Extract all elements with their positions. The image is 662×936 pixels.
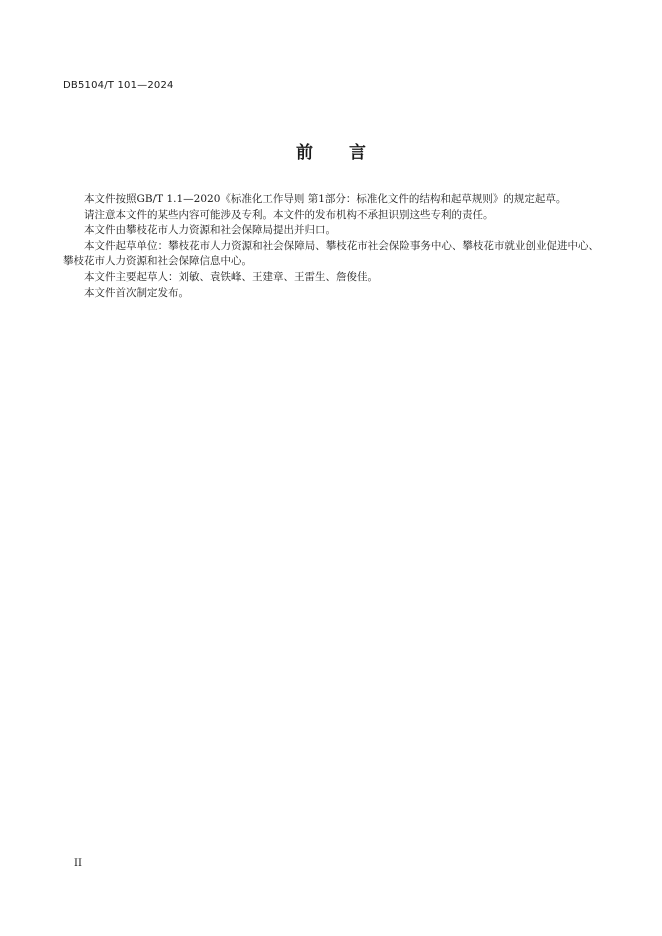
paragraph-first-release: 本文件首次制定发布。 — [84, 286, 189, 299]
paragraph-proposer: 本文件由攀枝花市人力资源和社会保障局提出并归口。 — [84, 224, 336, 237]
foreword-body — [63, 192, 599, 301]
document-code: DB5104/T 101—2024 — [63, 80, 174, 91]
paragraph-drafting-rules: 本文件按照GB/T 1.1—2020《标准化工作导则 第1部分：标准化文件的结构和起草规则》的规定起草。 — [84, 193, 567, 205]
page-title: 前言 — [296, 143, 402, 163]
paragraph-patent-notice: 请注意本文件的某些内容可能涉及专利。本文件的发布机构不承担识别这些专利的责任。 — [84, 208, 494, 221]
paragraph-drafting-units: 本文件起草单位：攀枝花市人力资源和社会保障局、攀枝花市社会保险事务中心、攀枝花市就业创业促进中心、攀枝花市人力资源和社会保障信息中心。 — [63, 239, 599, 268]
paragraph-drafters: 本文件主要起草人：刘敏、袁铁峰、王建章、王雷生、詹俊佳。 — [84, 270, 378, 283]
page-number: II — [74, 858, 82, 869]
